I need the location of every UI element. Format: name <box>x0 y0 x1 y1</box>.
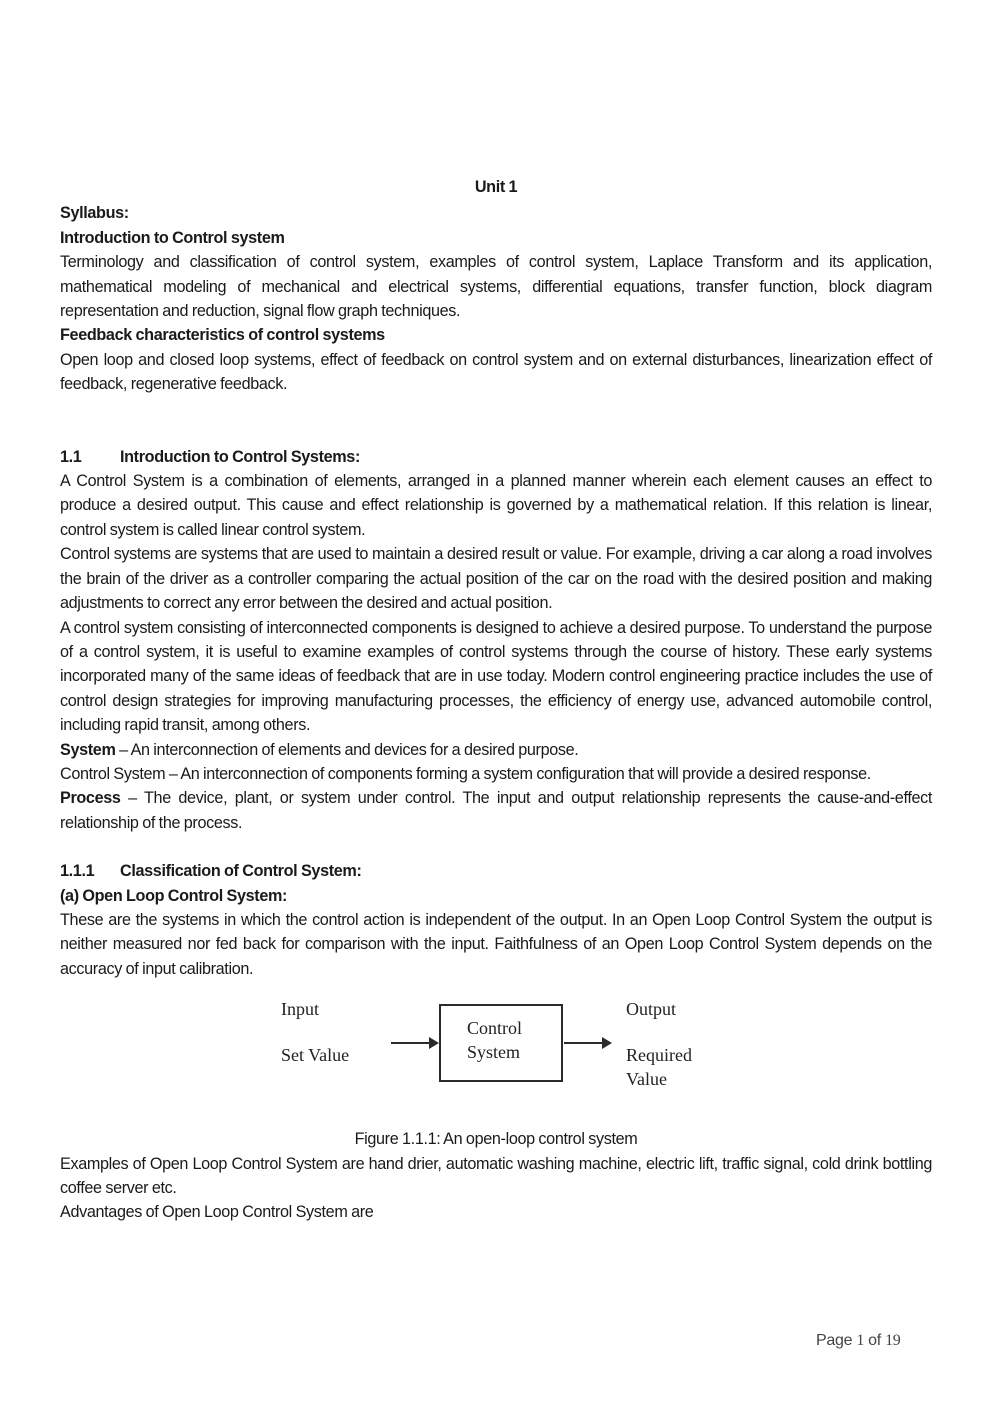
definition-term: Control System <box>60 764 166 783</box>
input-arrow-icon <box>391 1042 437 1044</box>
page-prefix: Page <box>816 1332 857 1349</box>
definition-term: System <box>60 740 116 759</box>
page-mid: of <box>864 1332 886 1349</box>
output-arrow-icon <box>564 1042 610 1044</box>
definition-term: Process <box>60 789 121 808</box>
paragraph: Advantages of Open Loop Control System are <box>60 1203 374 1222</box>
section-heading-1-1-1 <box>60 859 932 883</box>
figure-caption: Figure 1.1.1: An open-loop control system <box>354 1130 638 1149</box>
page-number: 1 <box>856 1332 865 1349</box>
definition-control-system <box>60 762 932 786</box>
page-footer <box>816 1332 900 1350</box>
syllabus-heading-intro: Introduction to Control system <box>60 228 285 247</box>
definition-separator: – <box>120 789 144 808</box>
section-heading-1-1 <box>60 445 932 469</box>
syllabus-heading-feedback: Feedback characteristics of control systems <box>60 326 385 345</box>
input-value-label: Set Value <box>281 1045 350 1066</box>
section-title: Classification of Control System: <box>120 862 362 881</box>
output-value-label-line1: Required <box>626 1045 692 1066</box>
definition-separator: – <box>165 764 181 783</box>
syllabus-text-feedback: Open loop and closed loop systems, effect of feedback on control system and on external disturbances, linearization effect of feedback, regenerative feedback. <box>60 350 932 394</box>
subsection-heading-open-loop: (a) Open Loop Control System: <box>60 886 288 905</box>
definition-separator: – <box>115 740 131 759</box>
paragraph: Control systems are systems that are used to maintain a desired result or value. For example, driving a car along a road involves the brain of the driver as a controller comparing the actual position of the car on the road with the desired position and making adjustments to correct any error between the desired and actual position. <box>60 545 932 613</box>
section-number: 1.1 <box>60 447 82 466</box>
definition-text: An interconnection of components forming a system configuration that will provide a desired response. <box>180 764 871 783</box>
definition-process <box>60 786 932 835</box>
control-system-block <box>439 1004 563 1082</box>
spacer <box>60 835 932 859</box>
block-label <box>467 1016 522 1064</box>
definition-text: The device, plant, or system under control. The input and output relationship represents the cause-and-effect relationship of the process. <box>60 789 933 832</box>
paragraph: A Control System is a combination of elements, arranged in a planned manner wherein each element causes an effect to produce a desired output. This cause and effect relationship is governed by a mathematical relation. If this relation is linear, control system is called linear control system. <box>60 472 932 539</box>
section-number: 1.1.1 <box>60 862 95 881</box>
definition-system <box>60 738 932 762</box>
output-value-label-line2: Value <box>626 1069 667 1090</box>
paragraph: These are the systems in which the control action is independent of the output. In an Open Loop Control System the output is neither measured nor fed back for comparison with the input. Faithfulness of an Open Loop Control System depends on the accuracy of input calibration. <box>60 910 932 978</box>
document-page <box>60 175 932 1225</box>
block-label-line: Control <box>467 1018 523 1039</box>
section-title: Introduction to Control Systems: <box>120 447 361 466</box>
paragraph: A control system consisting of interconnected components is designed to achieve a desired purpose. To understand the purpose of a control system, it is useful to examine examples of control systems through the course of history. These early systems incorporated many of the same ideas of feedback that are in use today. Modern control engineering practice includes the use of control design strategies for improving manufacturing processes, the efficiency of energy use, advanced automobile control, including rapid transit, among others. <box>60 618 932 735</box>
definition-text: An interconnection of elements and devices for a desired purpose. <box>130 740 579 759</box>
syllabus-label: Syllabus: <box>60 204 129 223</box>
input-label: Input <box>281 999 319 1020</box>
unit-title: Unit 1 <box>474 178 518 196</box>
paragraph: Examples of Open Loop Control System are hand drier, automatic washing machine, electric lift, traffic signal, cold drink bottling coffee server etc. <box>60 1154 932 1197</box>
open-loop-diagram <box>60 995 932 1125</box>
block-label-line: System <box>467 1042 521 1063</box>
page-total: 19 <box>885 1332 901 1349</box>
syllabus-text-intro: Terminology and classification of control system, examples of control system, Laplace Transform and its application, mathematical modeling of mechanical and electrical systems, differential equations, transfer function, block diagram representation and reduction, signal flow graph techniques. <box>60 253 932 321</box>
spacer <box>60 397 932 445</box>
output-label: Output <box>626 999 677 1020</box>
